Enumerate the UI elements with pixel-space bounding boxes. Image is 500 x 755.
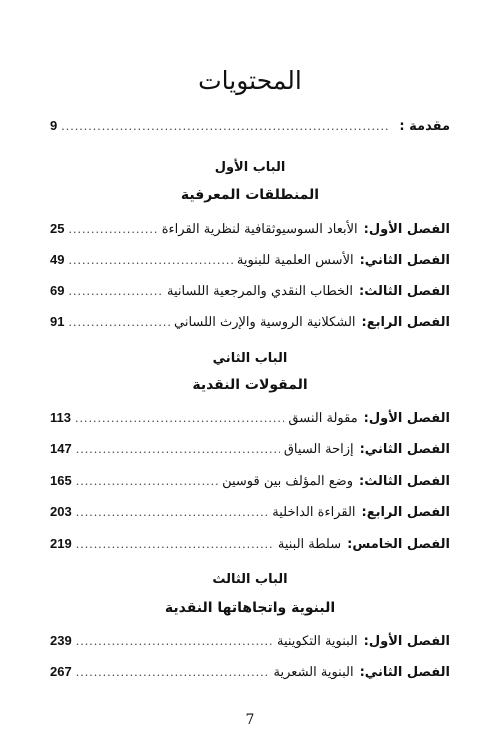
toc-entry: [50, 473, 450, 495]
toc-page-number: 91: [50, 314, 65, 329]
toc-label: مقدمة :: [399, 119, 450, 134]
toc-title: الشكلانية الروسية والإرث اللساني: [173, 315, 356, 330]
leader-dots: [68, 223, 157, 236]
toc-label: الفصل الثاني:: [359, 665, 450, 680]
toc-title: إزاحة السياق: [283, 442, 354, 457]
toc-page-number: 69: [50, 283, 65, 298]
leader-dots: [68, 285, 163, 298]
toc-entry: [50, 664, 450, 686]
page-title: المحتويات: [198, 66, 302, 95]
leader-dots: [76, 475, 218, 488]
toc-title: سلطة البنية: [277, 537, 342, 552]
leader-dots: [68, 254, 232, 267]
toc-page-number: 25: [50, 221, 65, 236]
toc-entry: [50, 410, 450, 432]
toc-entry: [50, 252, 450, 274]
toc-title: وضع المؤلف بين قوسين: [222, 474, 353, 489]
toc-title: مقولة النسق: [288, 411, 358, 426]
toc-entry: [50, 536, 450, 558]
part-heading: الباب الأول: [214, 160, 286, 175]
leader-dots: [76, 635, 273, 648]
leader-dots: [75, 412, 284, 425]
toc-label: الفصل الأول:: [363, 634, 450, 649]
toc-entry-intro: [50, 118, 450, 140]
toc-page-number: 113: [50, 410, 71, 425]
toc-title: البنوية التكوينية: [276, 634, 358, 649]
toc-page-number: 203: [50, 504, 72, 519]
toc-title: الخطاب النقدي والمرجعية اللسانية: [167, 284, 353, 299]
toc-label: الفصل الرابع:: [361, 315, 450, 330]
toc-page-number: 239: [50, 633, 72, 648]
toc-entry: [50, 441, 450, 463]
part-subtitle: المنطلقات المعرفية: [180, 187, 320, 203]
leader-dots: [76, 666, 270, 679]
toc-label: الفصل الأول:: [363, 411, 450, 426]
toc-entry: [50, 283, 450, 305]
toc-label: الفصل الرابع:: [361, 505, 450, 520]
toc-page-number: 49: [50, 252, 65, 267]
toc-label: الفصل الثاني:: [359, 442, 450, 457]
toc-title: الأسس العلمية للبنوية: [236, 253, 354, 268]
toc-page-number: 219: [50, 536, 72, 551]
toc-page-number: 165: [50, 473, 72, 488]
toc-label: الفصل الثاني:: [359, 253, 450, 268]
part-subtitle: المقولات النقدية: [192, 377, 308, 393]
toc-label: الفصل الثالث:: [359, 284, 450, 299]
toc-label: الفصل الخامس:: [347, 537, 450, 552]
leader-dots: [76, 506, 269, 519]
toc-label: الفصل الثالث:: [359, 474, 450, 489]
page-number: 7: [245, 712, 255, 728]
leader-dots: [76, 443, 280, 456]
toc-title: البنوية الشعرية: [273, 665, 354, 680]
leader-dots: [61, 120, 389, 133]
toc-entry: [50, 221, 450, 243]
toc-entry: [50, 633, 450, 655]
toc-label: الفصل الأول:: [363, 222, 450, 237]
toc-page-number: 147: [50, 441, 72, 456]
toc-page-number: 9: [50, 118, 58, 133]
part-subtitle: البنوية واتجاهاتها النقدية: [164, 600, 336, 616]
toc-entry: [50, 504, 450, 526]
leader-dots: [76, 538, 274, 551]
leader-dots: [68, 316, 170, 329]
toc-page-number: 267: [50, 664, 72, 679]
toc-title: الأبعاد السوسيوثقافية لنظرية القراءة: [161, 222, 358, 237]
toc-entry: [50, 314, 450, 336]
toc-title: القراءة الداخلية: [272, 505, 356, 520]
part-heading: الباب الثالث: [212, 572, 288, 587]
part-heading: الباب الثاني: [212, 351, 288, 366]
